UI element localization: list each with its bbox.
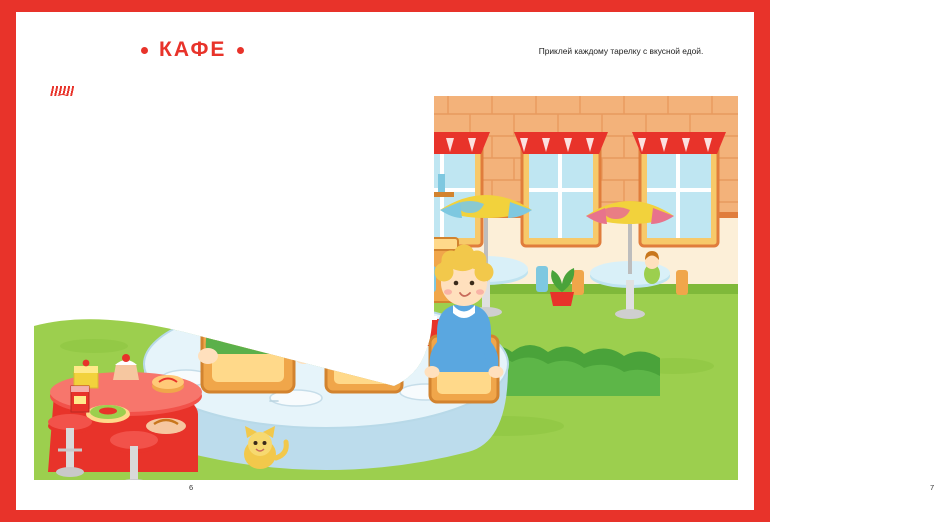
title-dot-left-icon [141,47,148,54]
page-title-text: КАФЕ [159,38,227,61]
cafe-illustration [34,96,738,480]
folio-right: 7 [930,483,934,492]
title-dot-right-icon [237,47,244,54]
instruction-note: Приклей каждому тарелку с вкусной едой. [538,46,704,56]
folio-left: 6 [189,483,194,492]
spread-inner [16,12,934,510]
page-title [141,38,244,62]
